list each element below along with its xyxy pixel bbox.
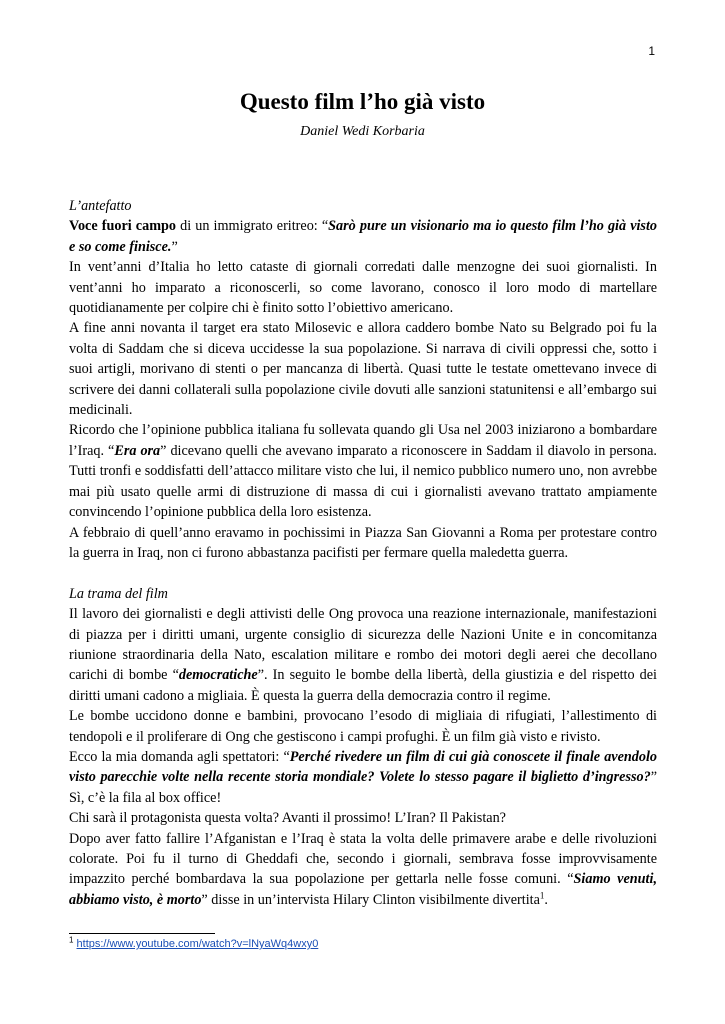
- footnote-separator: [69, 933, 215, 934]
- section-gap: [69, 563, 657, 583]
- footnote-reference[interactable]: 1: [539, 890, 545, 901]
- paragraph: Ricordo che l’opinione pubblica italiana fu sollevata quando gli Usa nel 2003 iniziarono a bombardare l’Iraq. “Era ora” dicevano quelli che avevano imparato a riconoscere in Saddam il diavolo in persona. Tutti tronfi e soddisfatti dell’attacco militare visto che lui, il nemico pubblico numero uno, non avrebbe mai più usato quelle armi di distruzione di massa di cui i giornalisti avevano trattato ampiamente convincendo l’opinione pubblica della loro esistenza.: [69, 422, 657, 521]
- paragraph: Le bombe uccidono donne e bambini, provocano l’esodo di migliaia di rifugiati, l’allestimento di tendopoli e il proliferare di Ong che gestiscono i campi profughi. È un film già visto e rivisto.: [69, 708, 657, 745]
- section-heading-antefatto: L’antefatto: [69, 198, 132, 214]
- quote: democratiche: [178, 667, 258, 684]
- paragraph: Dopo aver fatto fallire l’Afganistan e l’Iraq è stata la volta delle primavere arabe e delle rivoluzioni colorate. Poi fu il turno di Gheddafi che, secondo i giornali, sembrava fosse improvvisamente impazzito perché bombardava la sua popolazione per gettarla nelle fosse comuni. “Siamo venuti, abbiamo visto, è morto” disse in un’intervista Hilary Clinton visibilmente divertita$^1$.: [69, 830, 657, 908]
- paragraph: A fine anni novanta il target era stato Milosevic e allora caddero bombe Nato su Belgrado poi fu la volta di Saddam che si diceva uccidesse la sua popolazione. Si narrava di civili oppressi che, sotto i suoi artigli, morivano di stenti o per mancanza di libertà. Quasi tutte le testate omettevano invece di scrivere dei danni collaterali sulla popolazione civile dovuti alle sanzioni statunitensi e all’embargo sui medicinali.: [69, 320, 657, 419]
- footnote: [69, 935, 319, 950]
- quote: Siamo venuti, abbiamo visto, è morto: [69, 871, 657, 908]
- author-name: Daniel Wedi Korbaria: [300, 124, 425, 139]
- paragraph: Ecco la mia domanda agli spettatori: “Perché rivedere un film di cui già conoscete il finale avendolo visto parecchie volte nella recente storia mondiale? Volete lo stesso pagare il biglietto d’ingresso?” Sì, c’è la fila al box office!: [69, 748, 657, 806]
- paragraph: In vent’anni d’Italia ho letto cataste di giornali corredati dalle menzogne dei suoi giornalisti. In vent’anni ho imparato a riconoscerli, so come lavorano, conosco il loro modo di martellare quotidianamente per colpire chi è finito sotto l’obiettivo americano.: [69, 259, 657, 317]
- quote: Era ora: [114, 442, 161, 459]
- section-heading-trama: La trama del film: [69, 585, 168, 602]
- document-title: Questo film l’ho già visto: [239, 89, 486, 114]
- document-body: [69, 196, 657, 910]
- bold-lead: Voce fuori campo: [69, 218, 176, 235]
- paragraph: Il lavoro dei giornalisti e degli attivisti delle Ong provoca una reazione internazionale, manifestazioni di piazza per i diritti umani, urgente consiglio di sicurezza delle Nazioni Unite e in concomitanza riunione straordinaria della Nato, escalation militare e rombo dei motori degli aerei che decollano carichi di bombe “democratiche”. In seguito le bombe della libertà, della giustizia e del rispetto dei diritti umani cadono a migliaia. È questa la guerra della democrazia contro il regime.: [69, 606, 658, 704]
- quote: Sarò pure un visionario ma io questo film l’ho già visto e so come finisce.: [69, 218, 657, 255]
- footnote-link[interactable]: https://www.youtube.com/watch?v=lNyaWq4wxy0: [76, 938, 319, 950]
- quote: Perché rivedere un film di cui già conoscete il finale avendolo visto parecchie volte nella recente storia mondiale? Volete lo stesso pagare il biglietto d’ingresso?: [69, 748, 657, 786]
- page-number: 1: [648, 44, 655, 58]
- paragraph: Voce fuori campo di un immigrato eritreo: “Sarò pure un visionario ma io questo film l’ho già visto e so come finisce.”: [69, 218, 657, 255]
- paragraph: A febbraio di quell’anno eravamo in pochissimi in Piazza San Giovanni a Roma per protestare contro la guerra in Iraq, non ci furono abbastanza pacifisti per fermare quella maledetta guerra.: [69, 524, 657, 561]
- footnote-number: 1: [69, 935, 74, 945]
- paragraph: Chi sarà il protagonista questa volta? Avanti il prossimo! L’Iran? Il Pakistan?: [69, 810, 506, 827]
